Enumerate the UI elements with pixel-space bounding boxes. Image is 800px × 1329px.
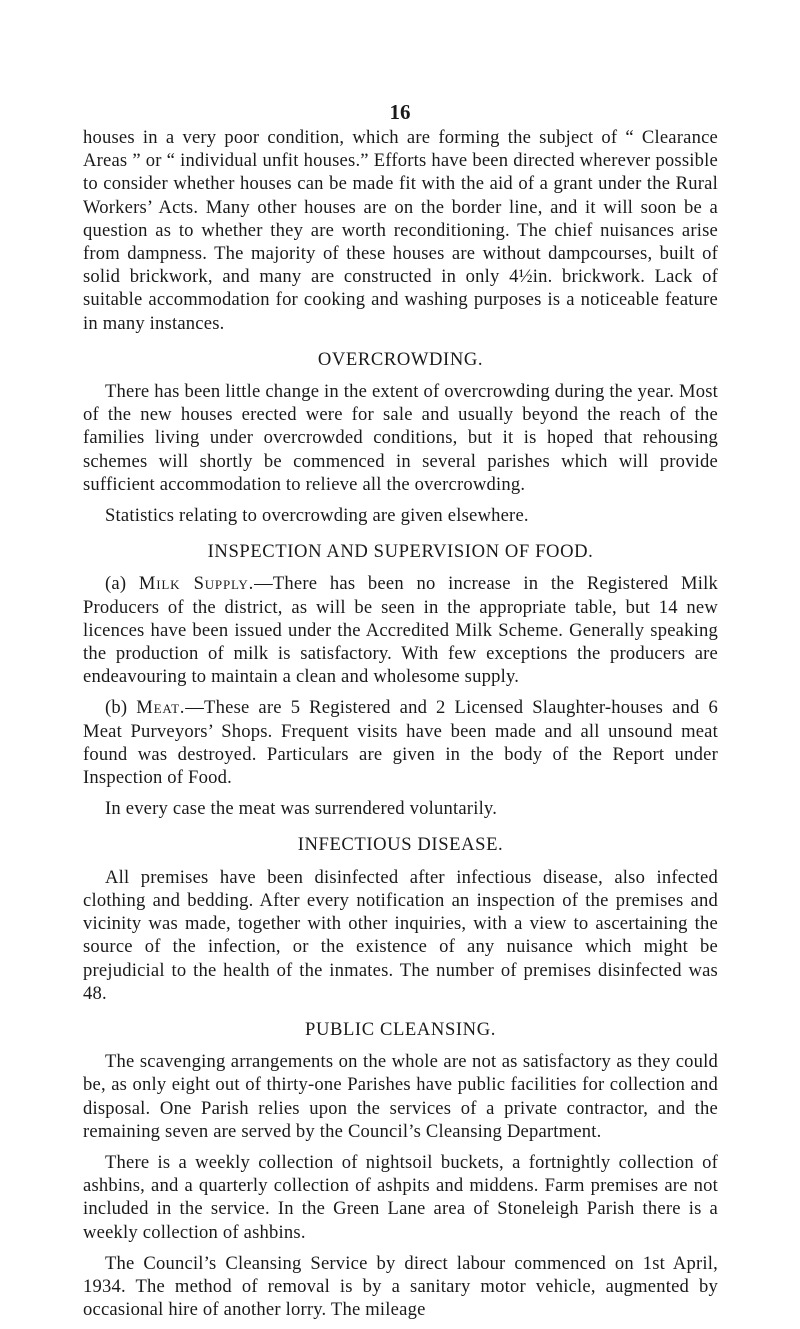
milk-supply-label: Milk Supply. bbox=[138, 573, 255, 595]
cleansing-paragraph-3: The Council’s Cleansing Service by direct labour commenced on 1st April, 1934. The method of removal is by a sanitary motor vehicle, augmented by occasional hire of another lorry. The mileage bbox=[83, 1252, 718, 1321]
meat-note-paragraph: In every case the meat was surrendered voluntarily. bbox=[105, 798, 498, 820]
meat-prefix: (b) bbox=[105, 697, 137, 719]
cleansing-paragraph-2: There is a weekly collection of nightsoil buckets, a fortnightly collection of ashbins, and a quarterly collection of ashpits and middens. Farm premises are not included in the service. In the Green Lane area of Stoneleigh Parish there is a weekly collection of ashbins. bbox=[83, 1151, 718, 1243]
milk-prefix: (a) bbox=[105, 573, 139, 595]
meat-text: —These are 5 Registered and 2 Licensed Slaughter-houses and 6 Meat Purveyors’ Shops. Frequent visits have been made and all unsound meat found was destroyed. Particulars are given in the body of the Report under Inspection of Food. bbox=[83, 697, 718, 789]
meat-label: Meat. bbox=[136, 697, 186, 719]
intro-paragraph: houses in a very poor condition, which are forming the subject of “ Clearance Areas ” or “ individual unfit houses.” Efforts have been directed wherever possible to consider whether houses can be made fit with the aid of a grant under the Rural Workers’ Acts. Many other houses are on the border line, and it will soon be a question as to whether they are worth reconditioning. The chief nuisances arise from dampness. The majority of these houses are without dampcourses, built of solid brickwork, and many are constructed in only 4½in. brickwork. Lack of suitable accommodation for cooking and washing purposes is a noticeable feature in many instances. bbox=[83, 127, 718, 334]
heading-public-cleansing: PUBLIC CLEANSING. bbox=[305, 1018, 496, 1040]
heading-infectious-disease: INFECTIOUS DISEASE. bbox=[297, 834, 504, 856]
milk-supply-text: —There has been no increase in the Registered Milk Producers of the district, as will be seen in the appropriate table, but 14 new licences have been issued under the Accredited Milk Scheme. Generally speaking the production of milk is satisfactory. With few exceptions the producers are endeavouring to maintain a clean and wholesome supply. bbox=[83, 573, 719, 688]
infectious-paragraph-1: All premises have been disinfected after infectious disease, also infected clothing and bedding. After every notification an inspection of the premises and vicinity was made, together with other inquiries, with a view to ascertaining the source of the infection, or the existence of any nuisance which might be prejudicial to the health of the inmates. The number of premises disinfected was 48. bbox=[83, 866, 718, 1004]
heading-overcrowding: OVERCROWDING. bbox=[317, 348, 484, 370]
cleansing-paragraph-1: The scavenging arrangements on the whole are not as satisfactory as they could be, as only eight out of thirty-one Parishes have public facilities for collection and disposal. One Parish relies upon the services of a private contractor, and the remaining seven are served by the Council’s Cleansing Department. bbox=[83, 1051, 718, 1142]
meat-paragraph bbox=[83, 696, 718, 789]
overcrowding-paragraph-1: There has been little change in the extent of overcrowding during the year. Most of the new houses erected were for sale and usually beyond the reach of the families living under overcrowded conditions, but it is hoped that rehousing schemes will shortly be commenced in several parishes which will provide sufficient accommodation to relieve all the overcrowding. bbox=[83, 381, 718, 495]
body-text bbox=[83, 126, 718, 1329]
page-number: 16 bbox=[389, 100, 411, 124]
milk-supply-paragraph bbox=[83, 572, 718, 688]
overcrowding-paragraph-2: Statistics relating to overcrowding are given elsewhere. bbox=[105, 505, 529, 527]
heading-food-inspection: INSPECTION AND SUPERVISION OF FOOD. bbox=[207, 541, 594, 563]
